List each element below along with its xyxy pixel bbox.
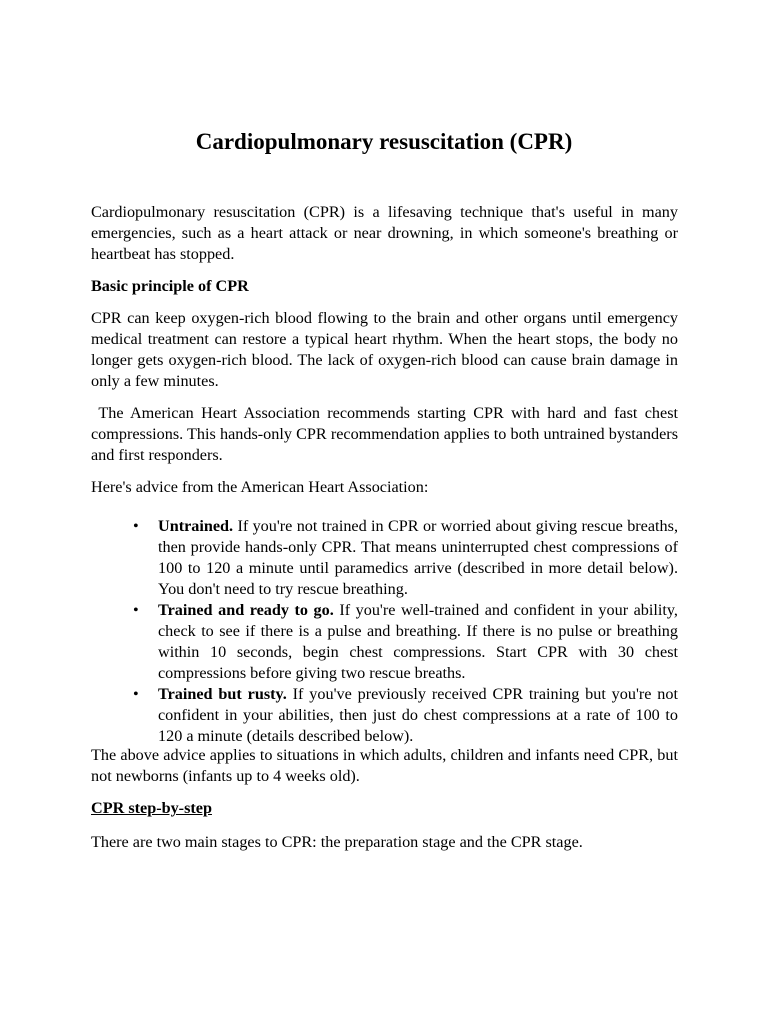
bullet-lead-trained-ready: Trained and ready to go.: [158, 601, 334, 619]
advice-intro-paragraph: Here's advice from the American Heart Association:: [91, 478, 429, 496]
advice-note-paragraph: The above advice applies to situations in which adults, children and infants need CPR, but not newborns (infants up to 4 weeks old).: [91, 746, 678, 785]
advice-bullet-list: [91, 516, 678, 747]
section-heading-cpr-step-by-step: CPR step-by-step: [91, 799, 212, 817]
bullet-untrained: [91, 516, 678, 600]
section-heading-basic-principle: Basic principle of CPR: [91, 277, 249, 295]
bullet-dot-icon: •: [133, 517, 139, 535]
bullet-trained-ready: [91, 600, 678, 684]
bullet-lead-trained-rusty: Trained but rusty.: [158, 685, 287, 703]
bullet-text-untrained: If you're not trained in CPR or worried about giving rescue breaths, then provide hands-only CPR. That means uninterrupted chest compressions of 100 to 120 a minute until paramedics arrive (described in more detail below). You don't need to try rescue breathing.: [158, 517, 678, 598]
two-stages-paragraph: There are two main stages to CPR: the preparation stage and the CPR stage.: [91, 833, 583, 851]
bullet-dot-icon: •: [133, 601, 139, 619]
bullet-text-trained-rusty: If you've previously received CPR training but you're not confident in your abilities, then just do chest compressions at a rate of 100 to 120 a minute (details described below).: [158, 685, 678, 745]
aha-recommendation-paragraph: The American Heart Association recommends starting CPR with hard and fast chest compressions. This hands-only CPR recommendation applies to both untrained bystanders and first responders.: [91, 404, 683, 464]
bullet-trained-rusty: [91, 684, 678, 747]
bullet-text-trained-ready: If you're well-trained and confident in your ability, check to see if there is a pulse and breathing. If there is no pulse or breathing within 10 seconds, begin chest compressions. Start CPR with 30 chest compressions before giving two rescue breaths.: [158, 601, 678, 682]
bullet-lead-untrained: Untrained.: [158, 517, 234, 535]
page-title: Cardiopulmonary resuscitation (CPR): [195, 129, 573, 154]
intro-paragraph: Cardiopulmonary resuscitation (CPR) is a lifesaving technique that's useful in many emergencies, such as a heart attack or near drowning, in which someone's breathing or heartbeat has stopped.: [91, 203, 678, 263]
basic-principle-paragraph: CPR can keep oxygen-rich blood flowing to the brain and other organs until emergency medical treatment can restore a typical heart rhythm. When the heart stops, the body no longer gets oxygen-rich blood. The lack of oxygen-rich blood can cause brain damage in only a few minutes.: [91, 309, 678, 390]
bullet-dot-icon: •: [133, 685, 139, 703]
